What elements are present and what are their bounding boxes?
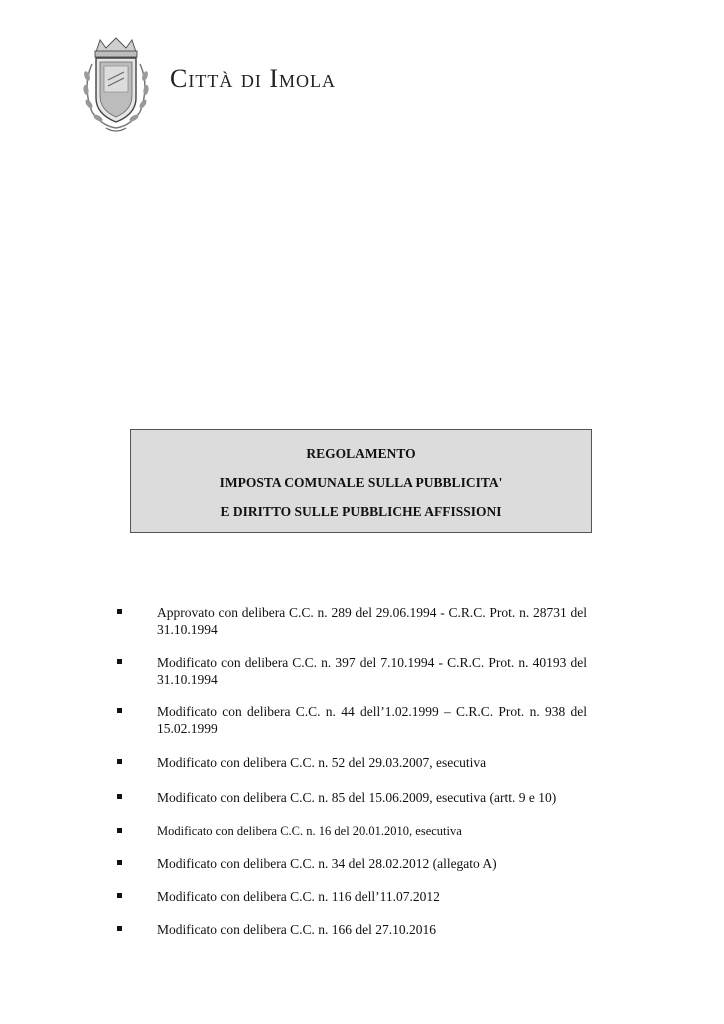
city-coat-of-arms-icon (78, 36, 154, 136)
square-bullet-icon (117, 828, 122, 833)
list-item-text: Modificato con delibera C.C. n. 166 del 27.10.2016 (157, 922, 436, 937)
city-name-heading: Città di Imola (170, 64, 336, 93)
list-item-text: Approvato con delibera C.C. n. 289 del 29.06.1994 - C.R.C. Prot. n. 28731 del 31.10.1994 (157, 605, 587, 637)
square-bullet-icon (117, 659, 122, 664)
title-line-2: IMPOSTA COMUNALE SULLA PUBBLICITA' (219, 475, 503, 490)
regulation-title-box (130, 429, 592, 533)
square-bullet-icon (117, 893, 122, 898)
square-bullet-icon (117, 926, 122, 931)
square-bullet-icon (117, 860, 122, 865)
list-item-text: Modificato con delibera C.C. n. 34 del 28.02.2012 (allegato A) (157, 856, 497, 871)
list-item-text: Modificato con delibera C.C. n. 52 del 29.03.2007, esecutiva (157, 755, 487, 770)
square-bullet-icon (117, 759, 122, 764)
title-line-1: REGOLAMENTO (306, 446, 416, 461)
list-item-text: Modificato con delibera C.C. n. 85 del 15.06.2009, esecutiva (artt. 9 e 10) (157, 790, 557, 805)
square-bullet-icon (117, 609, 122, 614)
list-item-text: Modificato con delibera C.C. n. 44 dell’1.02.1999 – C.R.C. Prot. n. 938 del 15.02.1999 (157, 704, 587, 736)
square-bullet-icon (117, 708, 122, 713)
square-bullet-icon (117, 794, 122, 799)
list-item-text: Modificato con delibera C.C. n. 116 dell’11.07.2012 (157, 889, 440, 904)
title-line-3: E DIRITTO SULLE PUBBLICHE AFFISSIONI (220, 504, 502, 519)
list-item-text: Modificato con delibera C.C. n. 16 del 20.01.2010, esecutiva (157, 824, 462, 838)
list-item-text: Modificato con delibera C.C. n. 397 del 7.10.1994 - C.R.C. Prot. n. 40193 del 31.10.1994 (157, 655, 587, 687)
